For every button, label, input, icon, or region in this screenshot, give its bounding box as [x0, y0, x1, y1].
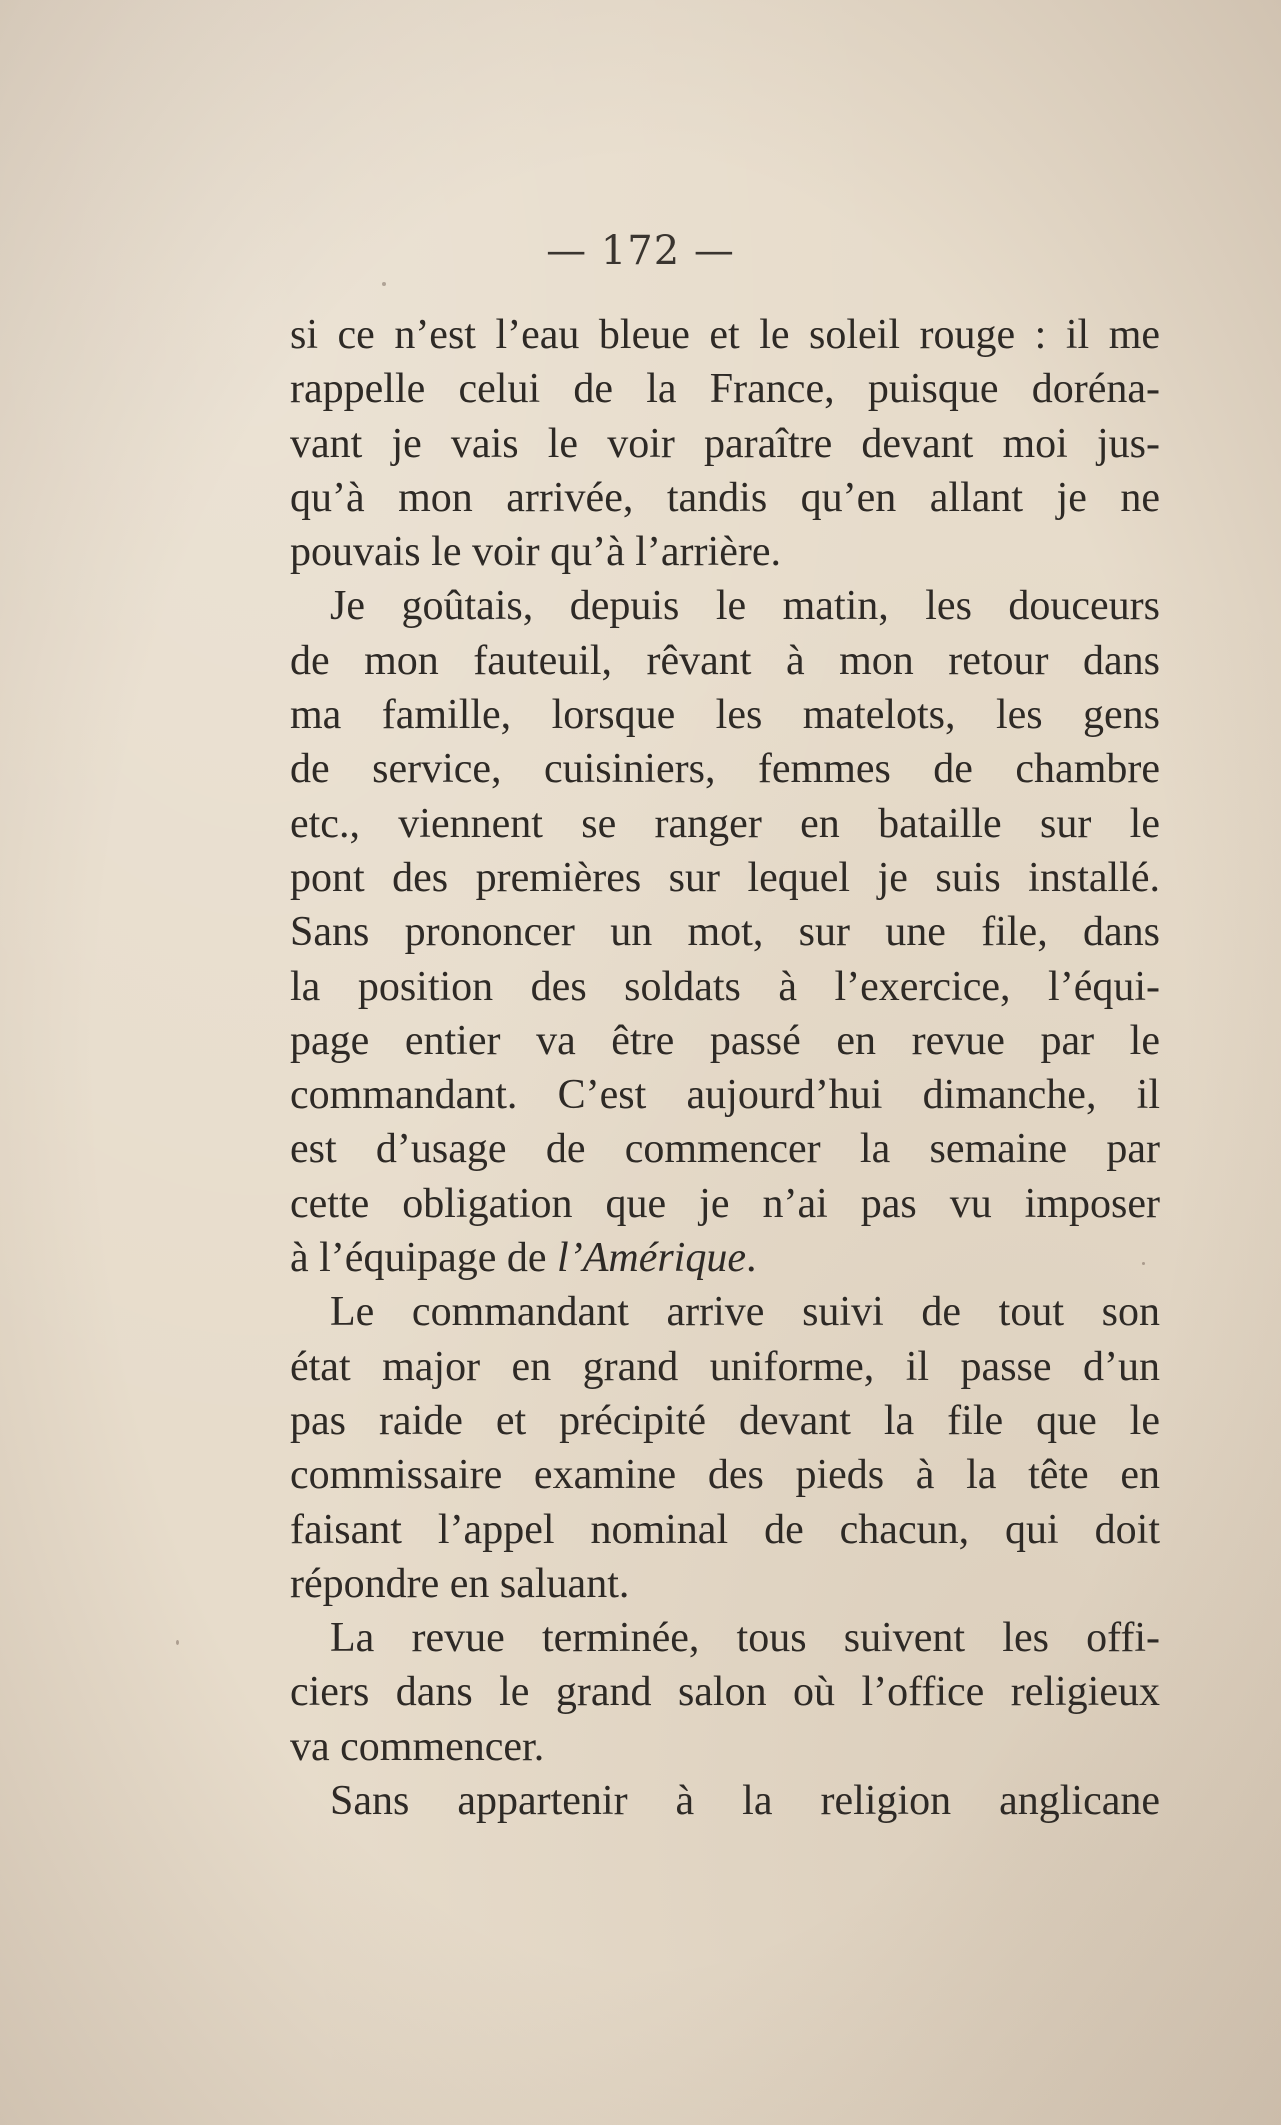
text-line [290, 1231, 1160, 1285]
text-line: etc., viennent se ranger en bataille sur le [290, 800, 1160, 847]
text-line: cette obligation que je n’ai pas vu imposer [290, 1180, 1160, 1227]
text-line: pas raide et précipité devant la file que le [290, 1397, 1160, 1444]
text-line: répondre en saluant. [290, 1560, 630, 1607]
text-line: ma famille, lorsque les matelots, les gens [290, 692, 1160, 739]
text-line: ciers dans le grand salon où l’office religieux [290, 1669, 1160, 1716]
text-line: état major en grand uniforme, il passe d’un [290, 1343, 1160, 1390]
paragraph-start-line: La revue terminée, tous suivent les offi- [330, 1615, 1160, 1662]
text-line: de mon fauteuil, rêvant à mon retour dans [290, 637, 1160, 684]
text-line: qu’à mon arrivée, tandis qu’en allant je ne [290, 474, 1160, 521]
text-line: va commencer. [290, 1723, 545, 1770]
text-line: si ce n’est l’eau bleue et le soleil rouge : il me [290, 312, 1160, 358]
text-line: Sans prononcer un mot, sur une file, dans [290, 909, 1160, 956]
page-number: — 172 — [546, 228, 735, 274]
text-line: faisant l’appel nominal de chacun, qui doit [290, 1506, 1160, 1553]
text-line: la position des soldats à l’exercice, l’équi- [290, 963, 1160, 1010]
paragraph-start-line: Le commandant arrive suivi de tout son [330, 1289, 1160, 1336]
ship-name: l’Amérique [557, 1235, 746, 1282]
text-fragment: . [746, 1235, 757, 1282]
text-line: commissaire examine des pieds à la tête en [290, 1452, 1160, 1499]
text-line: pont des premières sur lequel je suis installé. [290, 854, 1160, 901]
text-line: commandant. C’est aujourd’hui dimanche, il [290, 1072, 1160, 1119]
text-line: pouvais le voir qu’à l’arrière. [290, 529, 781, 576]
paragraph-start-line: Sans appartenir à la religion anglicane [330, 1778, 1160, 1825]
text-line: vant je vais le voir paraître devant moi jus- [290, 420, 1160, 467]
text-fragment: à l’équipage de [290, 1235, 558, 1282]
text-line: page entier va être passé en revue par le [290, 1017, 1160, 1064]
paper-speck [1142, 1262, 1145, 1265]
paper-speck [176, 1640, 179, 1645]
paper-speck [382, 282, 386, 286]
text-line: est d’usage de commencer la semaine par [290, 1126, 1160, 1173]
body-text [290, 308, 1160, 1828]
paragraph-start-line: Je goûtais, depuis le matin, les douceurs [330, 583, 1160, 630]
text-line: rappelle celui de la France, puisque doréna- [290, 366, 1160, 413]
text-line: de service, cuisiniers, femmes de chambre [290, 746, 1160, 793]
